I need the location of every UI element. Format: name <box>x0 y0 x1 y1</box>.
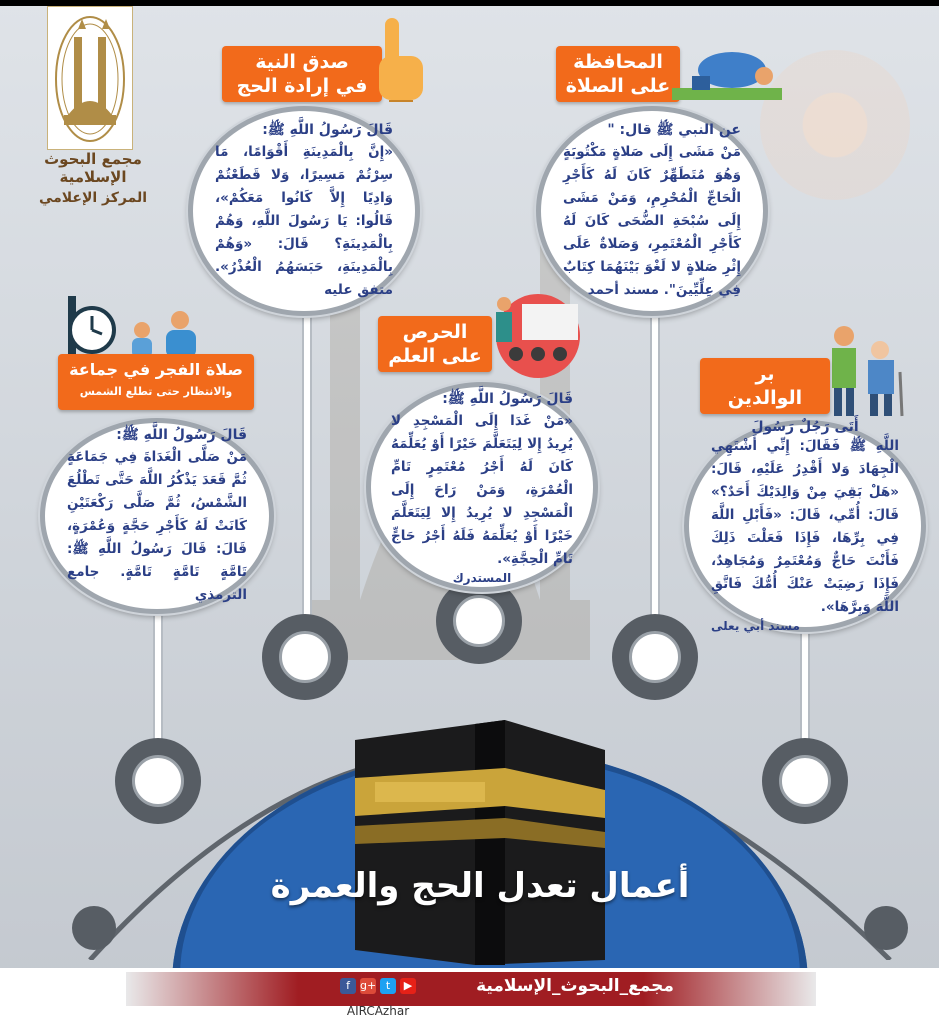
banner-fajr: صلاة الفجر في جماعة والانتظار حتى تطلع الشمس <box>58 354 254 410</box>
circle-fajr <box>40 418 274 614</box>
top-border <box>0 0 939 6</box>
circle-parents <box>684 420 926 632</box>
youtube-icon[interactable]: ▶ <box>400 978 416 994</box>
parents-source: مسند أبي يعلى <box>711 619 800 633</box>
knowledge-head: قَالَ رَسُولُ اللَّهِ ﷺ: <box>442 390 573 407</box>
page-title: أعمال تعدل الحج والعمرة <box>270 866 690 906</box>
banner-knowledge: الحرص على العلم <box>378 316 492 372</box>
banner-parents: بر الوالدين <box>700 358 830 414</box>
org-header <box>18 150 168 206</box>
azhar-logo-icon <box>48 7 132 149</box>
knowledge-body: «مَنْ غَدَا إِلَى الْمَسْجِدِ لا يُرِيدُ إِلا لِيَتَعَلَّمَ خَيْرًا أَوْ يُعَلِّمَهُ كَانَ لَهُ أَجْرُ مُعْتَمِرٍ تَامِّ الْعُمْرَةِ، وَمَنْ رَاحَ إِلَى الْمَسْجِدِ لا يُرِيدُ إِلا لِيَتَعَلَّمَ خَيْرًا أَوْ يُعَلِّمَهُ فَلَهُ أَجْرُ حَاجٍّ تَامِّ الْحِجَّةِ». <box>391 412 573 567</box>
circle-prayer <box>536 106 768 316</box>
fajr-body: مَنْ صَلَّى الْغَدَاةَ فِي جَمَاعَةٍ ثُمَّ قَعَدَ يَذْكُرُ اللَّهَ حَتَّى تَطْلُعَ الشَّمْسُ، ثُمَّ صَلَّى رَكْعَتَيْنِ كَانَتْ لَهُ كَأَجْرِ حَجَّةٍ وَعُمْرَةٍ، قَالَ: قَالَ رَسُولُ اللَّهِ ﷺ: تَامَّةٍ تَامَّةٍ تَامَّةٍ. جامع الترمذي <box>67 448 247 603</box>
prayer-head: عن النبي ﷺ قال: " <box>607 121 741 138</box>
node-end-left <box>72 906 116 950</box>
circle-intention <box>188 106 420 316</box>
elderly-parents-icon <box>822 322 906 418</box>
fajr-head: قَالَ رَسُولُ اللَّهِ ﷺ: <box>116 426 247 443</box>
banner-prayer: المحافظة على الصلاة <box>556 46 680 102</box>
banner-intention: صدق النية في إرادة الحج <box>222 46 382 102</box>
node-end-right <box>864 906 908 950</box>
knowledge-source: المستدرك <box>452 570 512 585</box>
org-name: مجمع البحوث الإسلامية <box>44 150 142 186</box>
footer-handle[interactable]: AIRCAzhar <box>346 1004 410 1018</box>
google-plus-icon[interactable]: g+ <box>360 979 377 992</box>
finger-pointing-icon <box>375 18 427 102</box>
teacher-icon <box>486 290 586 380</box>
circle-knowledge <box>366 382 598 592</box>
org-center: المركز الإعلامي <box>38 190 148 206</box>
node-fajr <box>115 738 201 824</box>
intention-head: قَالَ رَسُولُ اللَّهِ ﷺ: <box>262 121 393 138</box>
facebook-icon[interactable]: f <box>340 978 356 994</box>
twitter-icon[interactable]: t <box>380 978 396 994</box>
sun-decoration <box>760 50 910 200</box>
parents-body: اللَّهِ ﷺ فَقَالَ: إِنِّي أَشْتَهِي الْجِهَادَ وَلا أَقْدِرُ عَلَيْهِ، قَالَ: «هَلْ بَقِيَ مِنْ وَالِدَيْكَ أَحَدٌ؟» قَالَ: أُمِّي، قَالَ: «فَأَبْلِ اللَّهَ فِي بِرِّهَا، فَإِذَا فَعَلْتَ ذَلِكَ فَأَنْتَ حَاجٌّ وَمُعْتَمِرٌ وَمُجَاهِدٌ، فَإِذَا رَضِيَتْ عَنْكَ أُمُّكَ فَاتَّقِ اللَّهَ وَبِرَّهَا». <box>711 438 899 615</box>
clock-icon <box>62 290 212 362</box>
kaaba-icon <box>355 720 605 965</box>
node-parents <box>762 738 848 824</box>
azhar-logo <box>47 6 133 150</box>
stem-prayer <box>650 300 660 634</box>
praying-man-icon <box>672 40 782 102</box>
parents-head: أَتَى رَجُلٌ رَسُولَ <box>751 419 859 435</box>
stem-intention <box>302 310 312 644</box>
intention-body: «إِنَّ بِالْمَدِينَةِ أَقْوَامًا، مَا سِرْتُمْ مَسِيرًا، وَلا قَطَعْتُمْ وَادِيًا إِلاَّ كَانُوا مَعَكُمْ»، قَالُوا: يَا رَسُولَ اللَّهِ، وَهُمْ بِالْمَدِينَةِ؟ قَالَ: «وَهُمْ بِالْمَدِينَةِ، حَبَسَهُمُ الْعُذْرُ». متفق عليه <box>215 143 393 298</box>
footer-org-name: مجمع_البحوث_الإسلامية <box>476 976 674 996</box>
node-intention <box>262 614 348 700</box>
prayer-body: مَنْ مَشَى إِلَى صَلاةٍ مَكْتُوبَةٍ وَهُوَ مُتَطَهِّرٌ كَانَ لَهُ كَأَجْرِ الْحَاجِّ الْمُحْرِمِ، وَمَنْ مَشَى إِلَى سُبْحَةِ الضُّحَى كَانَ لَهُ كَأَجْرِ الْمُعْتَمِرِ، وَصَلاةٌ عَلَى إِثْرِ صَلاةٍ لا لَغْوَ بَيْنَهُمَا كِتَابٌ فِي عِلِّيِّينَ". مسند أحمد <box>563 143 741 298</box>
node-prayer <box>612 614 698 700</box>
